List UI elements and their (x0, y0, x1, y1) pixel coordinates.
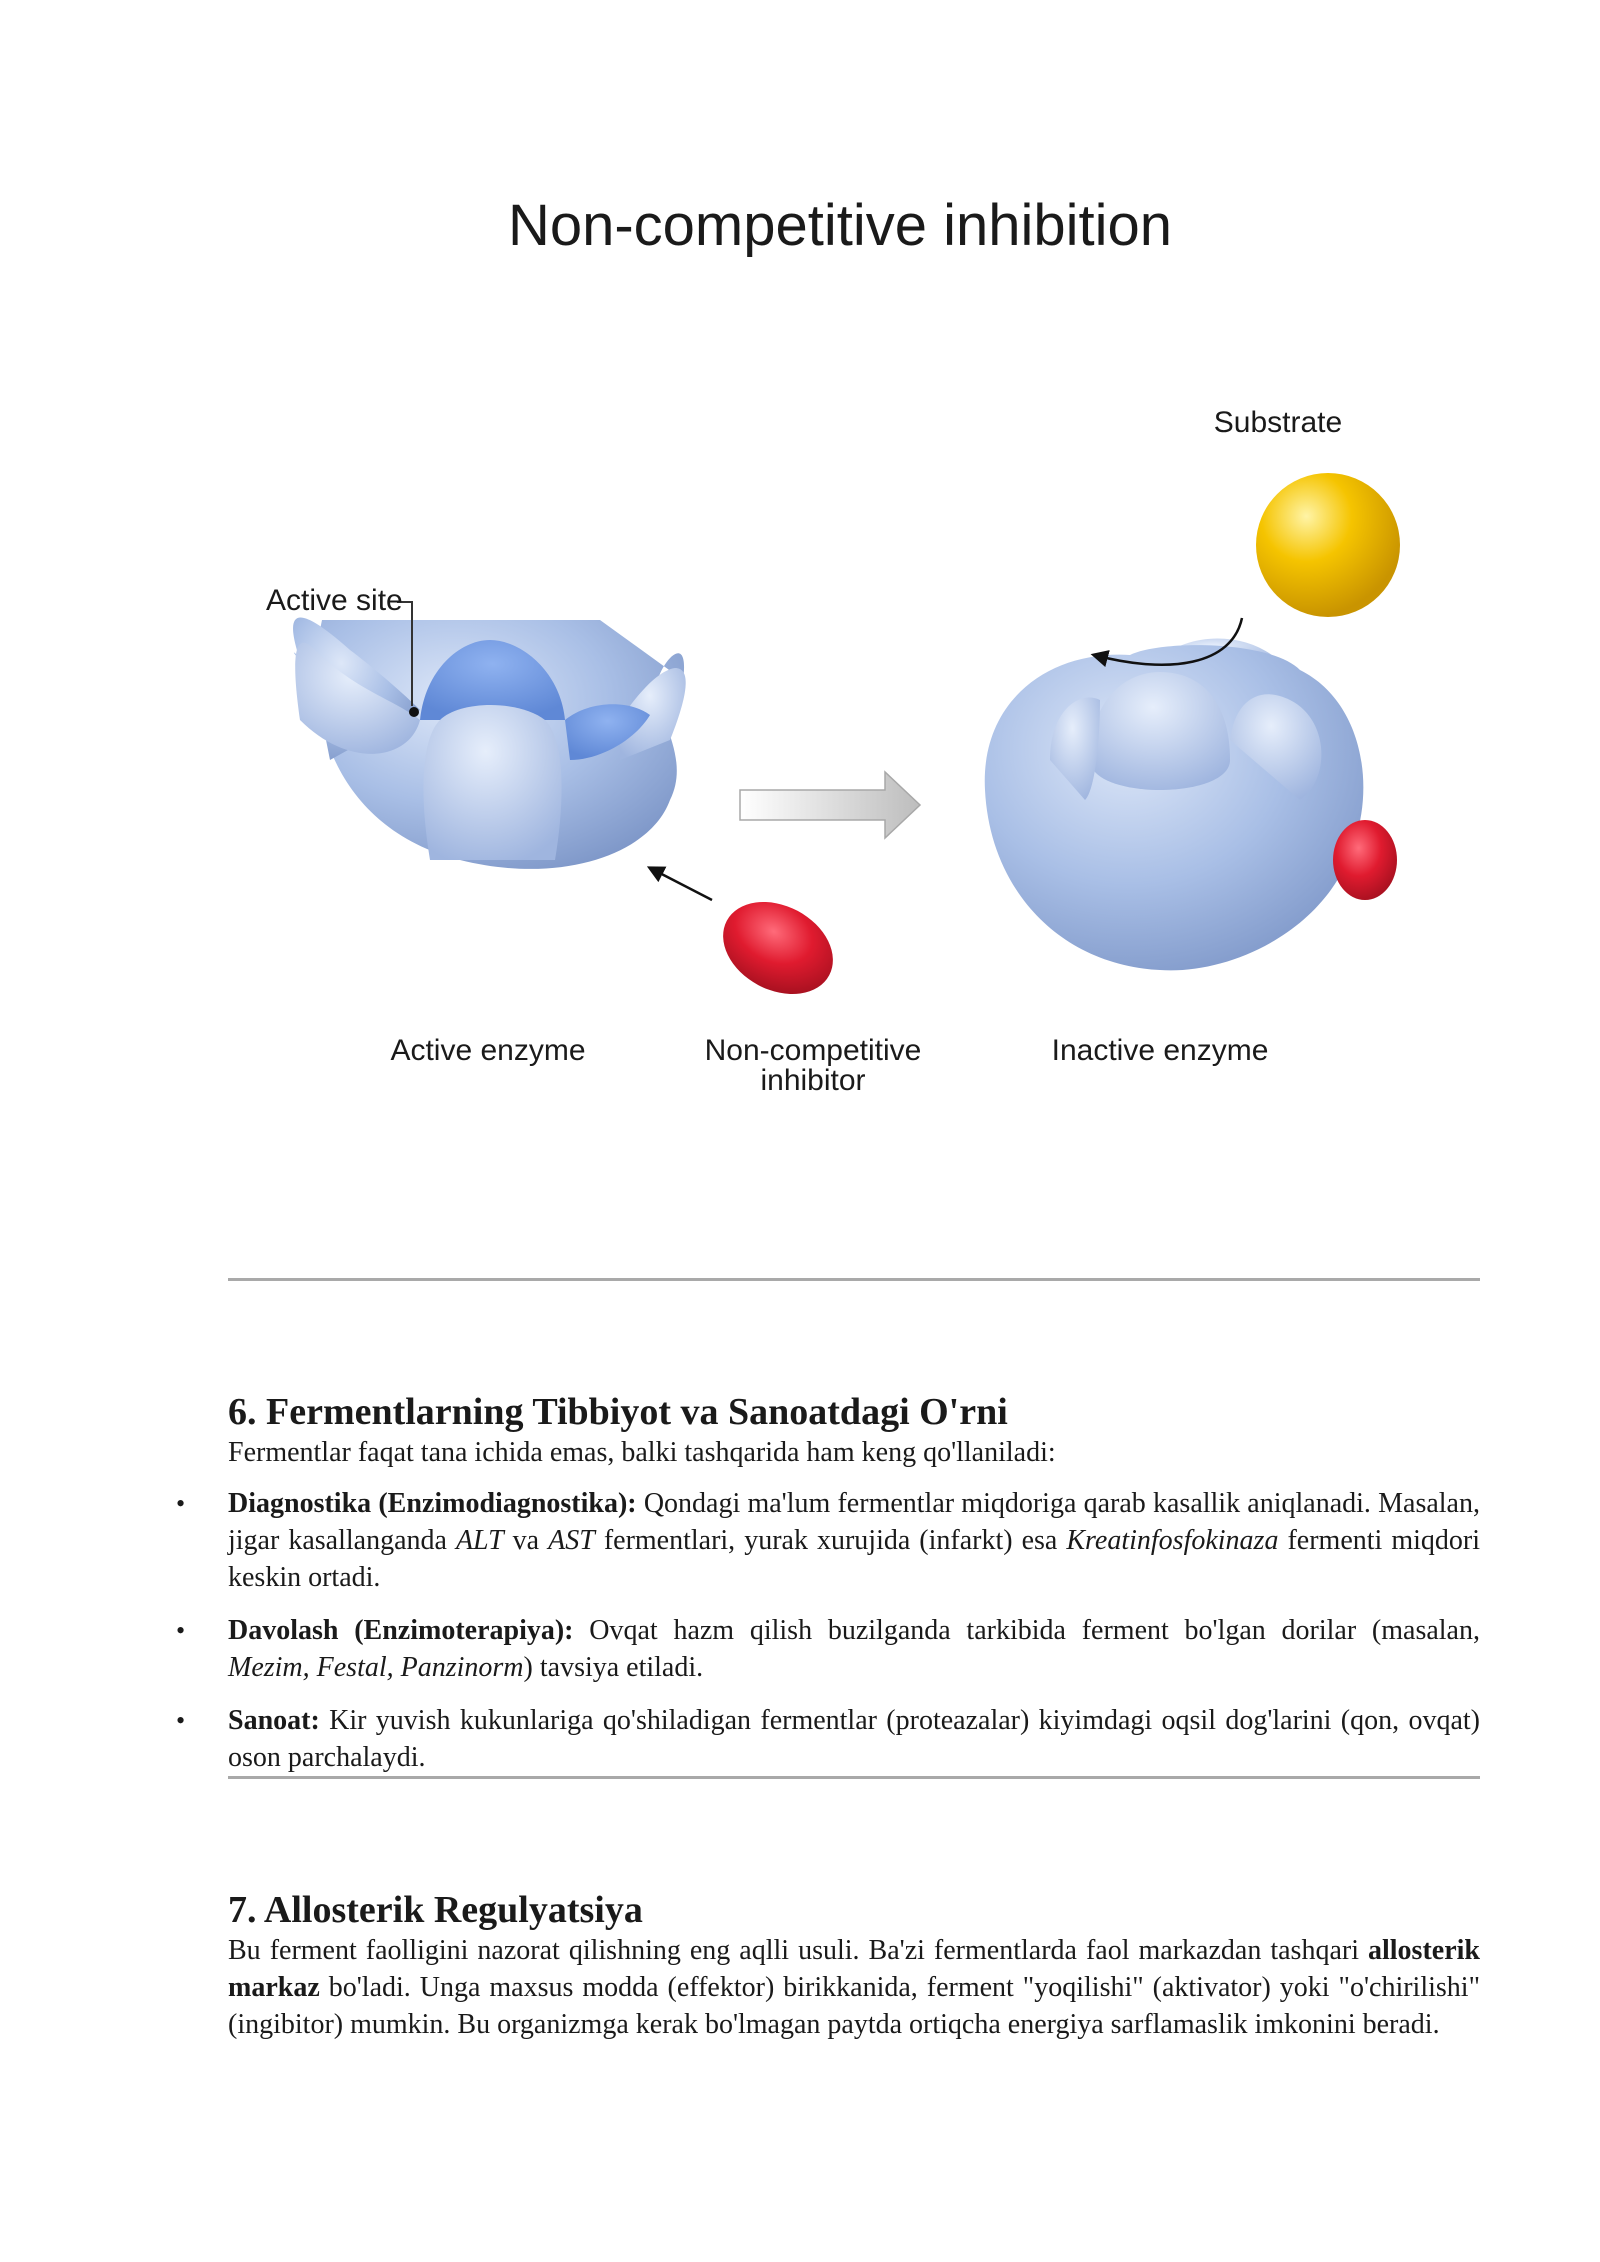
body-text: bo'ladi. Unga maxsus modda (effektor) birikkanida, ferment "yoqilishi" (aktivator) yoki "o'chirilishi" (ingibitor) mumkin. Bu organizmga kerak bo'lmagan paytda ortiqcha energiya sarflamaslik imkonini beradi. (228, 1972, 1480, 2040)
section-6 (176, 1390, 1480, 1792)
item-emphasis: ALT (455, 1525, 504, 1556)
item-text: ) tavsiya etiladi. (523, 1652, 704, 1683)
item-text: Ovqat hazm qilish buzilganda tarkibida ferment bo'lgan dorilar (masalan, (573, 1615, 1480, 1646)
section-6-intro: Fermentlar faqat tana ichida emas, balki tashqarida ham keng qo'llaniladi: (228, 1437, 1056, 1468)
item-term: Davolash (Enzimoterapiya): (228, 1615, 574, 1646)
section-6-title: 6. Fermentlarning Tibbiyot va Sanoatdagi O'rni (228, 1391, 1008, 1433)
section-7 (228, 1888, 1480, 2043)
active-enzyme-shape (293, 600, 700, 869)
item-term: Diagnostika (Enzimodiagnostika): (228, 1488, 637, 1519)
section-7-title: 7. Allosterik Regulyatsiya (228, 1889, 643, 1931)
bullet: • (176, 1706, 186, 1735)
inhibitor-molecule (707, 884, 849, 1013)
active-enzyme-label: Active enzyme (390, 1034, 586, 1067)
item-emphasis: Mezim, Festal, Panzinorm (228, 1652, 524, 1683)
list-item-diagnostika (176, 1485, 1480, 1596)
section-6-list (176, 1485, 1480, 1776)
reaction-arrow (740, 772, 920, 838)
allosteric-site-arrow (650, 868, 712, 900)
inhibitor-label-line1: Non-competitive (704, 1034, 922, 1067)
bullet: • (176, 1489, 186, 1518)
figure-title: Non-competitive inhibition (507, 193, 1173, 258)
item-text: fermentlari, yurak xurujida (infarkt) esa (594, 1525, 1067, 1556)
active-site-dot (409, 707, 419, 717)
divider (228, 1776, 1480, 1779)
divider (228, 1278, 1480, 1281)
inactive-enzyme-label: Inactive enzyme (1051, 1034, 1269, 1067)
active-site-label: Active site (266, 584, 403, 617)
item-text: fermenti miqdori keskin ortadi. (228, 1525, 1480, 1593)
item-emphasis: Kreatinfosfokinaza (1066, 1525, 1279, 1556)
bound-inhibitor (1333, 820, 1397, 900)
list-item-davolash (176, 1612, 1480, 1686)
substrate-label: Substrate (1213, 406, 1343, 439)
body-text: Bu ferment faolligini nazorat qilishning eng aqlli usuli. Ba'zi fermentlarda faol markazdan tashqari (228, 1935, 1368, 1966)
body-bold: allosterik markaz (228, 1935, 1480, 2003)
item-text: Qondagi ma'lum fermentlar miqdoriga qarab kasallik aniqlanadi. Masalan, jigar kasallanganda (228, 1488, 1480, 1556)
inhibitor-label-line2: inhibitor (760, 1064, 866, 1097)
item-term: Sanoat: (228, 1705, 320, 1736)
list-item-sanoat (176, 1702, 1480, 1776)
item-emphasis: AST (548, 1525, 595, 1556)
inactive-enzyme-shape (985, 638, 1364, 970)
bullet: • (176, 1616, 186, 1645)
item-text: Kir yuvish kukunlariga qo'shiladigan fermentlar (proteazalar) kiyimdagi oqsil dog'larini (qon, ovqat) oson parchalaydi. (228, 1705, 1480, 1773)
section-7-body (228, 1932, 1480, 2043)
substrate-ball (1256, 473, 1400, 617)
item-text: va (503, 1525, 549, 1556)
